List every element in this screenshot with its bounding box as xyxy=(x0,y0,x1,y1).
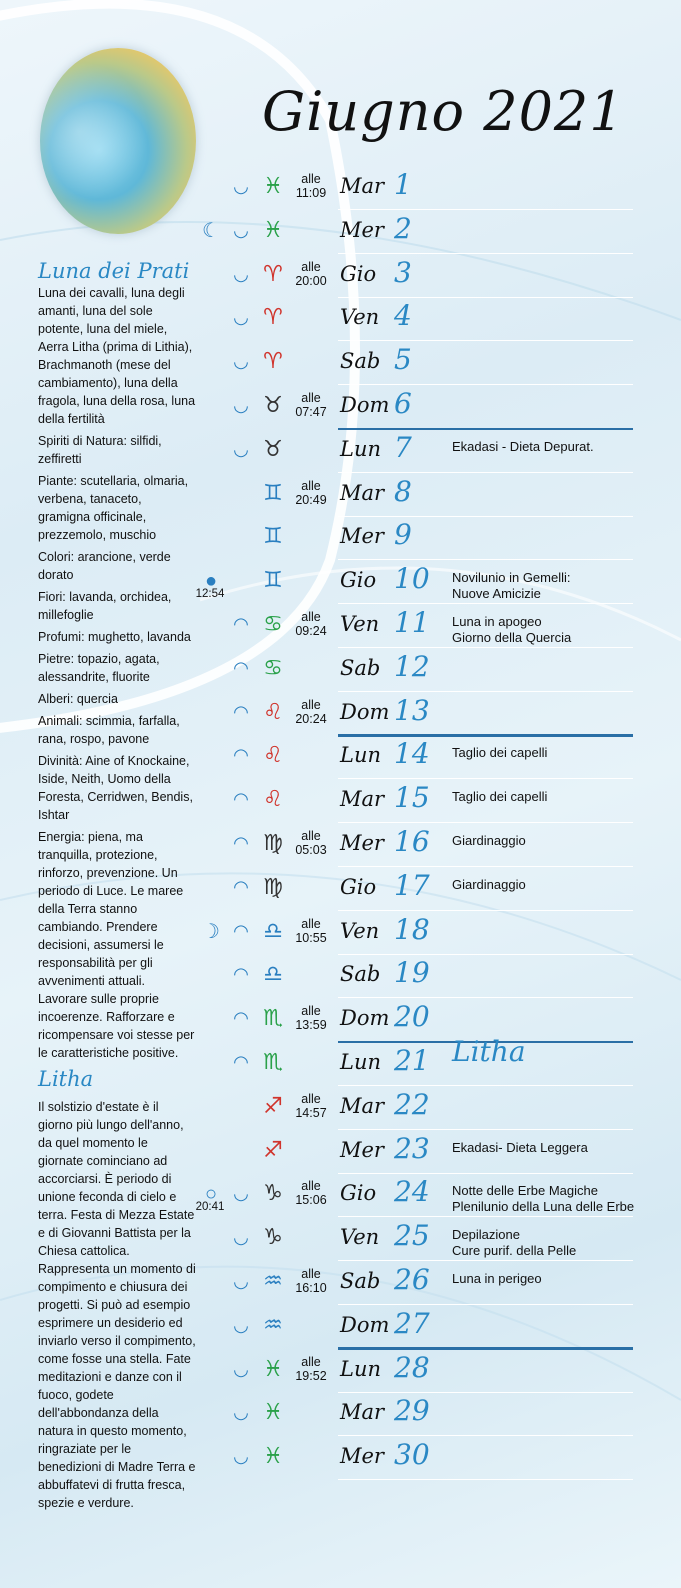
day-note: Litha xyxy=(452,1035,526,1068)
weekday-label: Ven xyxy=(340,305,380,330)
day-number: 19 xyxy=(394,956,430,990)
calendar-row-13 xyxy=(0,692,681,736)
calendar-row-1 xyxy=(0,166,681,210)
zodiac-sign-icon: ♓ xyxy=(263,1444,283,1470)
sidebar-paragraph: Fiori: lavanda, orchidea, millefoglie xyxy=(38,590,172,622)
moon-phase-time: 12:54 xyxy=(195,588,225,601)
day-number: 21 xyxy=(394,1044,430,1077)
sign-change-time: alle 09:24 xyxy=(295,610,327,638)
zodiac-sign-icon: ♉ xyxy=(263,393,283,418)
sign-change-time: alle 20:49 xyxy=(295,478,327,507)
day-number: 7 xyxy=(394,430,412,464)
weekday-label: Mer xyxy=(340,1137,384,1162)
calendar-row-27 xyxy=(0,1305,681,1349)
zodiac-sign-icon: ♊ xyxy=(263,568,283,594)
waxing-arc-icon: ◡ xyxy=(233,1402,249,1423)
zodiac-sign-icon: ♒ xyxy=(263,1269,283,1294)
waxing-arc-icon: ◡ xyxy=(233,176,249,196)
day-number: 18 xyxy=(394,912,430,946)
weekday-label: Mer xyxy=(340,831,384,855)
moon-phase-time: 20:41 xyxy=(195,1201,225,1214)
weekday-label: Lun xyxy=(340,743,381,768)
zodiac-sign-icon: ♊ xyxy=(263,480,283,506)
waxing-arc-icon: ◡ xyxy=(233,1271,249,1291)
weekday-label: Lun xyxy=(340,436,381,461)
day-number: 9 xyxy=(394,518,412,552)
calendar-row-17 xyxy=(0,867,681,911)
day-number: 22 xyxy=(394,1087,430,1121)
zodiac-sign-icon: ♍ xyxy=(263,831,283,856)
zodiac-sign-icon: ♏ xyxy=(263,1006,283,1032)
weekday-label: Mar xyxy=(340,787,385,812)
calendar-row-3 xyxy=(0,254,681,298)
moon-phase-icon: ○ xyxy=(204,1183,218,1206)
weekday-label: Lun xyxy=(340,1050,381,1074)
calendar-row-15 xyxy=(0,779,681,823)
zodiac-sign-icon: ♋ xyxy=(263,612,283,637)
day-number: 12 xyxy=(394,649,430,683)
waxing-arc-icon: ◡ xyxy=(233,351,249,372)
day-number: 1 xyxy=(394,168,412,201)
calendar-row-7 xyxy=(0,429,681,473)
calendar-row-9 xyxy=(0,516,681,560)
zodiac-sign-icon: ♓ xyxy=(263,1356,283,1382)
day-number: 2 xyxy=(394,211,412,245)
weekday-label: Sab xyxy=(340,1269,381,1293)
zodiac-sign-icon: ♉ xyxy=(263,436,283,462)
sidebar-paragraph: Piante: scutellaria, olmaria, verbena, tanaceto, gramigna officinale, prezzemolo, muschio xyxy=(38,474,189,542)
zodiac-sign-icon: ♓ xyxy=(263,1400,283,1426)
calendar-row-10 xyxy=(0,560,681,604)
calendar-row-11 xyxy=(0,604,681,648)
sign-change-time: alle 13:59 xyxy=(295,1004,327,1033)
day-number: 14 xyxy=(394,737,430,771)
day-note: Novilunio in Gemelli: Nuove Amicizie xyxy=(452,570,571,602)
zodiac-sign-icon: ♌ xyxy=(263,699,283,725)
calendar-row-30 xyxy=(0,1436,681,1480)
day-number: 26 xyxy=(394,1263,430,1296)
day-number: 20 xyxy=(394,1000,430,1034)
day-number: 10 xyxy=(394,562,430,596)
weekday-label: Gio xyxy=(340,874,377,899)
moon-phase-icon: ☾ xyxy=(202,219,220,242)
sign-change-time: alle 05:03 xyxy=(295,829,327,857)
day-number: 17 xyxy=(394,868,430,902)
weekday-label: Mar xyxy=(340,174,385,198)
weekday-label: Ven xyxy=(340,918,380,943)
day-number: 8 xyxy=(394,474,412,508)
sign-change-time: alle 15:06 xyxy=(295,1179,327,1208)
moon-phase-icon: ● xyxy=(204,570,218,593)
sidebar-paragraph: Pietre: topazio, agata, alessandrite, fluorite xyxy=(38,652,160,684)
weekday-label: Dom xyxy=(340,393,390,417)
sign-change-time: alle 20:00 xyxy=(295,259,327,288)
weekday-label: Sab xyxy=(340,655,381,680)
calendar-row-12 xyxy=(0,648,681,692)
calendar-row-26 xyxy=(0,1261,681,1305)
day-number: 30 xyxy=(394,1438,430,1472)
zodiac-sign-icon: ♒ xyxy=(263,1312,283,1338)
day-number: 25 xyxy=(394,1219,430,1253)
weekday-label: Lun xyxy=(340,1356,381,1381)
sign-change-time: alle 16:10 xyxy=(295,1267,327,1295)
zodiac-sign-icon: ♓ xyxy=(263,217,283,243)
day-number: 6 xyxy=(394,387,412,420)
day-number: 13 xyxy=(394,693,430,727)
calendar-row-20 xyxy=(0,998,681,1042)
waning-arc-icon: ◠ xyxy=(233,701,249,722)
day-number: 5 xyxy=(394,343,412,377)
weekday-label: Sab xyxy=(340,349,381,374)
calendar-row-29 xyxy=(0,1392,681,1436)
day-note: Depilazione Cure purif. della Pelle xyxy=(452,1227,577,1259)
day-note: Notte delle Erbe Magiche Plenilunio della Luna delle Erbe xyxy=(452,1183,635,1215)
calendar-row-18 xyxy=(0,911,681,955)
calendar-row-21 xyxy=(0,1035,681,1091)
sidebar-heading-litha: Litha xyxy=(38,1067,94,1091)
waxing-arc-icon: ◡ xyxy=(233,395,249,415)
zodiac-sign-icon: ♌ xyxy=(263,743,283,769)
waning-arc-icon: ◠ xyxy=(233,789,249,810)
weekday-label: Mer xyxy=(340,524,384,549)
sidebar-heading-luna: Luna dei Prati xyxy=(38,259,190,283)
zodiac-sign-icon: ♍ xyxy=(263,874,283,900)
weekday-label: Mar xyxy=(340,1400,385,1425)
waxing-arc-icon: ◡ xyxy=(233,1446,249,1467)
calendar-row-8 xyxy=(0,473,681,517)
weekday-label: Dom xyxy=(340,699,390,724)
row-divider xyxy=(338,1479,633,1480)
sign-change-time: alle 14:57 xyxy=(295,1091,327,1120)
sign-change-time: alle 10:55 xyxy=(295,916,327,945)
sign-change-time: alle 07:47 xyxy=(295,391,327,419)
day-number: 16 xyxy=(394,825,430,858)
day-note: Taglio dei capelli xyxy=(452,789,548,805)
zodiac-sign-icon: ♎ xyxy=(263,918,283,944)
weekday-label: Mar xyxy=(340,1093,385,1118)
zodiac-sign-icon: ♎ xyxy=(263,962,283,988)
zodiac-sign-icon: ♈ xyxy=(263,305,283,331)
waxing-arc-icon: ◡ xyxy=(233,1358,249,1379)
calendar-row-4 xyxy=(0,297,681,341)
calendar-row-25 xyxy=(0,1217,681,1261)
waning-arc-icon: ◠ xyxy=(233,1008,249,1029)
day-note: Giardinaggio xyxy=(452,833,526,848)
waxing-arc-icon: ◡ xyxy=(233,438,249,459)
day-number: 29 xyxy=(394,1394,430,1428)
waning-arc-icon: ◠ xyxy=(233,964,249,985)
waxing-arc-icon: ◡ xyxy=(233,263,249,284)
calendar-row-2 xyxy=(0,210,681,254)
sidebar-paragraph: Alberi: quercia xyxy=(38,692,118,706)
day-note: Luna in apogeo Giorno della Quercia xyxy=(452,614,572,645)
day-note: Taglio dei capelli xyxy=(452,745,548,761)
zodiac-sign-icon: ♊ xyxy=(263,524,283,550)
waxing-arc-icon: ◡ xyxy=(233,219,249,240)
day-note: Ekadasi- Dieta Leggera xyxy=(452,1139,588,1155)
sidebar-paragraph: Luna dei cavalli, luna degli amanti, luna del sole potente, luna del miele, Aerra Litha (prima di Lithia), Brachmanoth (mese del cambiamento), luna della fragola, luna della rosa, luna della fertilità xyxy=(38,286,196,426)
sidebar-paragraph: Profumi: mughetto, lavanda xyxy=(38,630,191,644)
zodiac-sign-icon: ♌ xyxy=(263,787,283,813)
weekday-label: Mer xyxy=(340,217,384,242)
zodiac-sign-icon: ♑ xyxy=(263,1181,283,1207)
waning-arc-icon: ◠ xyxy=(233,833,249,853)
waning-arc-icon: ◠ xyxy=(233,745,249,766)
sidebar-paragraph: Colori: arancione, verde dorato xyxy=(38,550,171,582)
calendar-row-5 xyxy=(0,341,681,385)
day-number: 23 xyxy=(394,1131,430,1165)
calendar-row-19 xyxy=(0,954,681,998)
day-number: 15 xyxy=(394,781,430,815)
waning-arc-icon: ◠ xyxy=(233,920,249,941)
day-note: Giardinaggio xyxy=(452,876,526,892)
sign-change-time: alle 11:09 xyxy=(295,172,327,200)
waning-arc-icon: ◠ xyxy=(233,614,249,634)
sidebar-paragraph: Animali: scimmia, farfalla, rana, rospo, pavone xyxy=(38,714,180,746)
weekday-label: Dom xyxy=(340,1312,390,1337)
waxing-arc-icon: ◡ xyxy=(233,1314,249,1335)
calendar-row-14 xyxy=(0,735,681,779)
weekday-label: Mer xyxy=(340,1444,384,1469)
zodiac-sign-icon: ♐ xyxy=(263,1093,283,1119)
calendar-row-23 xyxy=(0,1130,681,1174)
day-number: 11 xyxy=(394,606,430,639)
sidebar-paragraph: Spiriti di Natura: silfidi, zeffiretti xyxy=(38,434,162,466)
sidebar-litha-text: Il solstizio d'estate è il giorno più lungo dell'anno, da quel momento le giornate cominciano ad accorciarsi. È periodo di unione feconda di cielo e terra. Festa di Mezza Estate e di Giovanni Battista per la Chiesa cattolica. Rappresenta un momento di compimento e chiusura dei progetti. Si può ad esempio esprimere un desiderio ed inviarlo verso il compimento, come fosse una stella. Fate meditazioni e danze con il fuoco, godete dell'abbondanza della natura in questo momento, ringraziate per le benedizioni di Madre Terra e abbuffatevi di frutta fresca, spezie e verdure. xyxy=(38,1100,196,1510)
day-number: 27 xyxy=(394,1306,430,1340)
weekday-label: Gio xyxy=(340,1181,377,1206)
weekday-label: Ven xyxy=(340,1225,380,1250)
moon-phase-icon: ☽ xyxy=(202,920,220,943)
waxing-arc-icon: ◡ xyxy=(233,1227,249,1248)
sidebar-paragraph: Divinità: Aine of Knockaine, Iside, Neith, Uomo della Foresta, Cerridwen, Bendis, Ishtar xyxy=(38,754,193,822)
weekday-label: Ven xyxy=(340,612,380,636)
zodiac-sign-icon: ♓ xyxy=(263,174,283,199)
day-note: Luna in perigeo xyxy=(452,1271,542,1286)
weekday-label: Gio xyxy=(340,568,377,593)
waning-arc-icon: ◠ xyxy=(233,1052,249,1072)
calendar-row-22 xyxy=(0,1086,681,1130)
calendar-row-16 xyxy=(0,823,681,867)
calendar-row-6 xyxy=(0,385,681,429)
waxing-arc-icon: ◡ xyxy=(233,307,249,328)
weekday-label: Mar xyxy=(340,480,385,505)
sign-change-time: alle 19:52 xyxy=(295,1354,327,1383)
day-number: 28 xyxy=(394,1350,430,1384)
calendar-row-28 xyxy=(0,1349,681,1393)
day-note: Ekadasi - Dieta Depurat. xyxy=(452,438,594,454)
zodiac-sign-icon: ♑ xyxy=(263,1225,283,1251)
waning-arc-icon: ◠ xyxy=(233,876,249,897)
day-number: 24 xyxy=(394,1175,430,1209)
waning-arc-icon: ◠ xyxy=(233,657,249,678)
calendar-row-24 xyxy=(0,1173,681,1217)
page-title: Giugno 2021 xyxy=(262,80,625,143)
zodiac-sign-icon: ♈ xyxy=(263,261,283,287)
zodiac-sign-icon: ♏ xyxy=(263,1050,283,1075)
weekday-label: Dom xyxy=(340,1006,390,1031)
day-number: 4 xyxy=(394,299,412,333)
zodiac-sign-icon: ♈ xyxy=(263,349,283,375)
sign-change-time: alle 20:24 xyxy=(295,697,327,726)
weekday-label: Sab xyxy=(340,962,381,987)
weekday-label: Gio xyxy=(340,261,377,286)
zodiac-sign-icon: ♐ xyxy=(263,1137,283,1163)
sidebar-paragraph: Energia: piena, ma tranquilla, protezione, rinforzo, prevenzione. Un periodo di Luce. Le maree della Terra stanno cambiando. Prendere decisioni, assumersi le responsabilità per gli avvenimenti attuali. Lavorare sulle proprie incoerenze. Rafforzare e ricompensare voi stesse per le caratteristiche positive. xyxy=(38,830,195,1060)
waxing-arc-icon: ◡ xyxy=(233,1183,249,1204)
zodiac-sign-icon: ♋ xyxy=(263,655,283,681)
day-number: 3 xyxy=(394,255,412,289)
